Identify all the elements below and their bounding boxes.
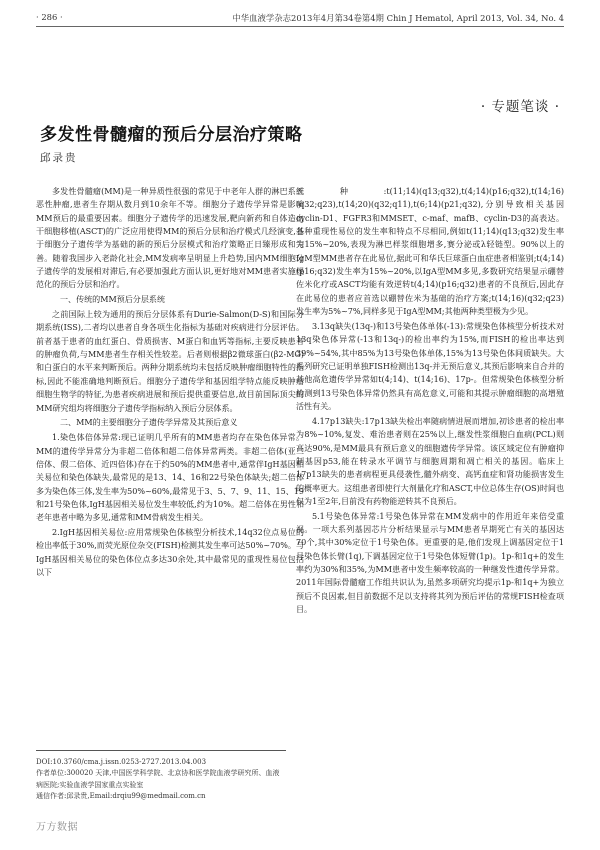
paragraph: 1.染色体倍体异常:现已证明几乎所有的MM患者均存在染色体异常。MM的遗传学异常分为非超二倍体和超二倍体异常两类。非超二倍体(亚二倍体、假二倍体、近四倍体)存在于约50%的MM患者中,通常伴IgH基因相关易位和染色体缺失,最常见的是13、14、16和22号染色体缺失;超二倍体多为染色体三体,发生率为50%~60%,最常见于3、5、7、9、11、15、19和21号染色体,IgH基因相关易位发生率较低,约为10%。超二倍体在男性和老年患者中略为多见,通常和MM骨病发生相关。 — [36, 433, 304, 523]
running-header — [36, 12, 564, 27]
footnotes — [36, 750, 286, 803]
footnote-line: 通信作者:邱录贵,Email:drqiu99@medmail.com.cn — [36, 792, 206, 801]
watermark: 万方数据 — [36, 822, 78, 833]
right-column — [296, 185, 564, 825]
column-tag: · 专题笔谈 · — [480, 99, 560, 115]
footnote-line: 作者单位:300020 天津,中国医学科学院、北京协和医学院血液学研究所、血液病医院;实验血液学国家重点实验室 — [36, 769, 280, 789]
paragraph: 4.17p13缺失:17p13缺失检出率随病情进展而增加,初诊患者的检出率为8%~10%,复发、难治患者则在25%以上,继发性浆细胞白血病(PCL)则高达90%,是MM最具有预后意义的细胞遗传学异常。该区域定位有肿瘤抑制基因p53,能在转录水平调节与细胞周期和凋亡相关的基因。临床上17p13缺失的患者病程更具侵袭性,髓外病变、高钙血症和肾功能损害发生的概率更大。这组患者即使行大剂量化疗和ASCT,中位总体生存(OS)时间也仅为1至2年,目前没有药物能逆转其不良预后。 — [296, 416, 564, 506]
footnote-line: DOI:10.3760/cma.j.issn.0253-2727.2013.04.003 — [36, 758, 207, 766]
paragraph: 2.IgH基因相关易位:应用常规染色体核型分析技术,14q32位点易位的检出率低于30%,而荧光原位杂交(FISH)检测其发生率可达50%~70%。与IgH基因相关易位的染色体位点多达30余处,其中最常见的重现性易位包括以下 — [36, 528, 304, 578]
paragraph: 之前国际上较为通用的预后分层体系有Durie-Salmon(D-S)和国际分期系统(ISS),二者均以患者自身各项生化指标为基础对疾病进行分层评估。前者基于患者的血红蛋白、骨质损害、M蛋白和血钙等指标,主要反映患者的肿瘤负荷,与MM患者生存相关性较差。后者则根据β2微球蛋白(β2-MG)和白蛋白的水平来判断预后。两种分期系统均未包括反映肿瘤细胞特性的指标,因此不能准确地判断预后。细胞分子遗传学和基因组学特点能反映肿瘤细胞生物学的特征,为患者疾病进展和预后提供重要信息,故目前国际顶尖的MM研究组均将细胞分子遗传学指标纳入预后分层体系。 — [36, 310, 304, 413]
paragraph: 五种:t(11;14)(q13;q32),t(4;14)(p16;q32),t(14;16)(q32;q23),t(14;20)(q32;q11),t(6;14)(p21;q32),分别导致相关基因cyclin-D1、FGFR3和MMSET、c-maf、mafB、cyclin-D3的高表达。各种重现性易位的发生率和特点不尽相同,例如t(11;14)(q13;q32)发生率为15%~20%,表现为淋巴样浆细胞增多,赛分泌或λ轻链型。90%以上的IgM型MM患者存在此易位,据此可和华氏巨球蛋白血症患者相鉴别;t(4;14)(p16;q32)发生率为15%~20%,以IgA型MM多见,多数研究结果显示硼替佐米化疗或ASCT均能有效逆转t(4;14)(p16;q32)患者的不良预后,因此存在此易位的患者应首选以硼替佐米为基础的治疗方案;t(14;16)(q32;q23)发生率为5%~7%,同样多见于IgA型MM;其他两种类型极为少见。 — [296, 187, 564, 317]
page-number: · 286 · — [36, 12, 63, 22]
paragraph: 多发性骨髓瘤(MM)是一种异质性很强的常见于中老年人群的淋巴系统恶性肿瘤,患者生存期从数月到10余年不等。细胞分子遗传学异常是影响MM预后的最重要因素。细胞分子遗传学的迅速发展,靶向新药和自体造血干细胞移植(ASCT)的广泛应用使得MM的预后分层和治疗模式几经演变,基于细胞分子遗传学为基础的新的预后分层模式和治疗策略正日臻形成和完善。随着我国步入老龄化社会,MM发病率呈明显上升趋势,国内MM细胞分子遗传学的发展相对滞后,有必要加强此方面认识,更好地对MM患者实施规范化的预后分层和治疗。 — [36, 187, 304, 290]
left-column — [36, 185, 304, 745]
paragraph: 5.1号染色体异常:1号染色体异常在MM发病中的作用近年来倍受重视。一项大系列基因芯片分析结果显示与MM患者早期死亡有关的基因达70个,其中30%定位于1号染色体。更重要的是,他们发现上调基因定位于1号染色体长臂(1q),下调基因定位于1号染色体短臂(1p)。1p-和1q+的发生率约为30%和35%,为MM患者中发生频率较高的一种继发性遗传学异常。2011年国际骨髓瘤工作组共识认为,虽然多项研究均提示1p-和1q+为独立预后不良因素,但目前数据不足以支持将其列为预后评估的常规FISH检查项目。 — [296, 511, 564, 615]
author: 邱录贵 — [40, 152, 78, 164]
paragraph: 3.13q缺失(13q-)和13号染色体单体(-13):常规染色体核型分析技术对13q染色体异常(-13和13q-)的检出率约为15%,而FISH的检出率达到39%~54%,其中85%为13号染色体单体,15%为13号染色体间质缺失。大系列研究已证明单独FISH检测出13q-并无预后意义,其预后影响来自合并的其他高危遗传学异常如t(4;14)、t(14;16)、17p-。但常规染色体核型分析检测到13号染色体异常仍然具有高危意义,可能和其提示肿瘤细胞的高增殖活性有关。 — [296, 321, 564, 411]
section-heading: 一、传统的MM预后分层系统 — [60, 295, 165, 305]
section-heading: 二、MM的主要细胞分子遗传学异常及其预后意义 — [60, 418, 238, 428]
journal-citation: 中华血液学杂志2013年4月第34卷第4期 Chin J Hematol, April 2013, Vol. 34, No. 4 — [232, 13, 564, 23]
article-title: 多发性骨髓瘤的预后分层治疗策略 — [40, 125, 303, 145]
